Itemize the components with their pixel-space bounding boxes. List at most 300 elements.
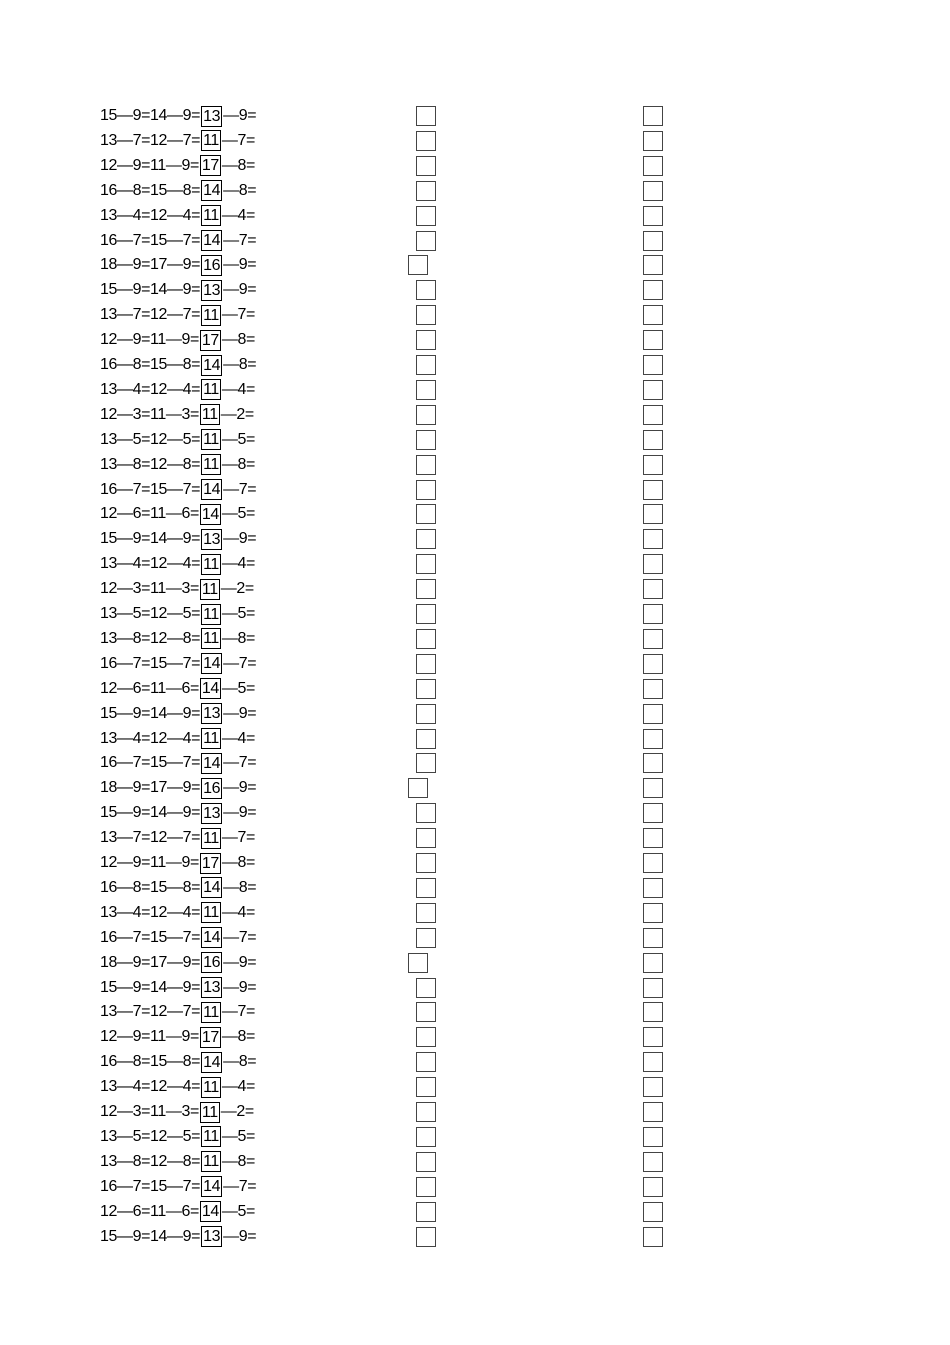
answer-box[interactable] [416,405,436,425]
problem-row [0,278,950,303]
problem-row [0,353,950,378]
answer-box[interactable] [408,778,428,798]
equation-suffix: —7= [221,131,255,149]
equation-suffix: —8= [221,331,255,349]
equation-prefix: 13—5=12—5= [100,605,201,622]
boxed-number: 11 [203,1003,219,1021]
equation [100,652,256,676]
answer-box[interactable] [416,1052,436,1072]
equation-prefix: 13—4=12—4= [100,729,201,747]
problem-row [0,428,950,453]
equation-prefix: 16—7=15—7= [100,754,201,772]
equation-prefix: 13—4=12—4= [100,555,201,573]
equation-prefix: 13—7=12—7= [100,1003,201,1021]
answer-box[interactable] [643,953,663,973]
equation-suffix: —4= [221,729,255,747]
problem-row [0,652,950,677]
boxed-number: 11 [203,381,219,399]
boxed-number: 11 [203,730,219,747]
answer-box[interactable] [416,305,436,325]
answer-box[interactable] [416,206,436,226]
answer-box[interactable] [643,704,663,724]
answer-box[interactable] [643,554,663,574]
boxed-number: 14 [203,929,221,947]
equation-suffix: —2= [220,580,254,598]
problem-row [0,552,950,577]
equation-prefix: 18—9=17—9= [100,256,201,274]
answer-box[interactable] [416,853,436,873]
equation-prefix: 16—7=15—7= [100,928,201,946]
boxed-number: 16 [203,779,221,797]
equation-suffix: —4= [221,555,255,573]
answer-box[interactable] [643,504,663,524]
problem-row [0,104,950,129]
answer-box[interactable] [643,1227,663,1247]
equation [100,1175,256,1199]
answer-box[interactable] [416,604,436,624]
boxed-number: 13 [203,705,221,723]
equation-suffix: —7= [223,928,257,946]
answer-box[interactable] [643,355,663,375]
problem-row [0,602,950,627]
equation-suffix: —5= [221,505,255,523]
answer-box[interactable] [416,1152,436,1172]
equation [100,527,256,551]
answer-box[interactable] [416,1202,436,1222]
equation [100,1125,255,1149]
boxed-number: 11 [203,431,219,449]
problem-row [0,926,950,951]
answer-box[interactable] [643,181,663,201]
equation [100,229,256,253]
boxed-number: 16 [203,256,221,274]
equation-suffix: —8= [223,878,257,896]
problem-row [0,1025,950,1050]
equation-prefix: 18—9=17—9= [100,779,201,797]
boxed-number: 14 [203,1053,221,1071]
equation [100,851,255,875]
equation [100,1025,255,1049]
answer-box[interactable] [416,928,436,948]
equation [100,154,255,178]
equation-prefix: 16—7=15—7= [100,1177,201,1195]
equation-prefix: 18—9=17—9= [100,953,201,971]
problem-row [0,851,950,876]
answer-box[interactable] [643,654,663,674]
equation-prefix: 16—8=15—8= [100,181,201,199]
answer-box[interactable] [416,106,436,126]
answer-box[interactable] [416,554,436,574]
equation-suffix: —2= [220,1103,254,1120]
boxed-number: 14 [203,754,221,772]
answer-box[interactable] [416,1227,436,1247]
problem-row [0,378,950,403]
equation-suffix: —9= [223,804,257,822]
boxed-number: 17 [201,331,219,349]
equation [100,303,255,327]
answer-box[interactable] [416,380,436,400]
answer-box[interactable] [416,156,436,176]
equation-prefix: 15—9=14—9= [100,978,201,996]
equation-suffix: —7= [223,754,257,772]
problem-row [0,801,950,826]
answer-box[interactable] [416,1177,436,1197]
equation-suffix: —4= [221,206,255,224]
answer-box[interactable] [416,1002,436,1022]
equation [100,1000,255,1024]
boxed-number: 11 [201,580,218,598]
equation-prefix: 13—8=12—8= [100,629,201,647]
boxed-number: 11 [203,132,219,150]
answer-box[interactable] [643,803,663,823]
equation-prefix: 13—4=12—4= [100,1078,201,1096]
equation [100,577,254,601]
equation-prefix: 15—9=14—9= [100,1227,201,1245]
equation-suffix: —7= [221,829,255,847]
answer-box[interactable] [643,380,663,400]
equation-suffix: —8= [221,629,255,647]
equation-prefix: 13—8=12—8= [100,455,201,473]
answer-box[interactable] [643,1002,663,1022]
answer-box[interactable] [643,405,663,425]
answer-box[interactable] [416,978,436,998]
equation-prefix: 16—7=15—7= [100,231,201,249]
answer-box[interactable] [643,579,663,599]
equation-prefix: 16—7=15—7= [100,480,201,498]
problem-row [0,876,950,901]
answer-box[interactable] [643,455,663,475]
equation-suffix: —8= [221,156,255,174]
answer-box[interactable] [643,1102,663,1122]
equation-suffix: —5= [221,605,255,622]
problem-row [0,1175,950,1200]
equation [100,876,256,900]
equation [100,776,256,800]
equation-suffix: —7= [223,480,257,498]
answer-box[interactable] [643,903,663,923]
answer-box[interactable] [416,330,436,350]
boxed-number: 11 [203,1153,219,1171]
answer-box[interactable] [643,330,663,350]
answer-box[interactable] [643,928,663,948]
boxed-number: 13 [203,530,221,548]
answer-box[interactable] [416,1102,436,1122]
equation-prefix: 13—7=12—7= [100,131,201,149]
answer-box[interactable] [416,629,436,649]
boxed-number: 11 [203,829,219,847]
answer-box[interactable] [643,156,663,176]
equation [100,727,255,751]
answer-box[interactable] [643,978,663,998]
problem-row [0,303,950,328]
equation [100,104,256,128]
equation [100,602,255,626]
equation [100,129,255,153]
equation [100,378,255,402]
boxed-number: 13 [203,107,221,125]
answer-box[interactable] [643,1077,663,1097]
boxed-number: 14 [203,1178,221,1196]
boxed-number: 13 [203,281,221,299]
boxed-number: 14 [203,356,221,374]
equation-suffix: —9= [223,281,257,299]
problem-row [0,1125,950,1150]
problem-row [0,1075,950,1100]
answer-box[interactable] [416,704,436,724]
problem-row [0,901,950,926]
equation-prefix: 12—3=11—3= [100,405,199,423]
equation-prefix: 13—4=12—4= [100,903,201,921]
boxed-number: 13 [203,1228,221,1245]
answer-box[interactable] [643,753,663,773]
answer-box[interactable] [643,131,663,151]
answer-box[interactable] [416,181,436,201]
answer-box[interactable] [643,679,663,699]
boxed-number: 14 [201,1203,219,1221]
problem-row [0,229,950,254]
problem-row [0,502,950,527]
equation [100,826,255,850]
answer-box[interactable] [643,529,663,549]
answer-box[interactable] [643,1177,663,1197]
boxed-number: 13 [203,804,221,822]
answer-box[interactable] [643,629,663,649]
equation [100,478,256,502]
equation-suffix: —8= [221,455,255,473]
equation [100,1100,254,1124]
equation-suffix: —2= [220,405,254,423]
equation-prefix: 12—3=11—3= [100,1103,199,1120]
boxed-number: 14 [201,505,219,523]
boxed-number: 11 [203,207,219,225]
equation [100,179,256,203]
boxed-number: 11 [203,456,219,474]
equation [100,552,255,576]
answer-box[interactable] [416,654,436,674]
answer-box[interactable] [416,903,436,923]
answer-box[interactable] [643,280,663,300]
answer-box[interactable] [416,878,436,898]
equation-prefix: 12—3=11—3= [100,580,199,598]
equation-suffix: —8= [221,1152,255,1170]
problem-row [0,627,950,652]
answer-box[interactable] [643,828,663,848]
equation-prefix: 13—4=12—4= [100,380,201,398]
boxed-number: 11 [203,904,219,922]
answer-box[interactable] [643,480,663,500]
equation [100,901,255,925]
boxed-number: 11 [203,1128,219,1146]
equation [100,801,256,825]
equation-suffix: —5= [221,1202,255,1220]
problem-row [0,527,950,552]
answer-box[interactable] [416,1027,436,1047]
equation [100,1150,255,1174]
problem-row [0,1200,950,1225]
equation [100,353,256,377]
boxed-number: 14 [203,879,221,897]
answer-box[interactable] [416,753,436,773]
equation-suffix: —9= [223,953,257,971]
answer-box[interactable] [416,828,436,848]
equation [100,1200,255,1224]
equation-prefix: 13—7=12—7= [100,306,201,324]
equation-suffix: —9= [223,779,257,797]
boxed-number: 11 [203,306,219,324]
problem-row [0,751,950,776]
problem-row [0,1100,950,1125]
equation-prefix: 16—7=15—7= [100,654,201,672]
answer-box[interactable] [643,853,663,873]
answer-box[interactable] [416,729,436,749]
equation [100,278,256,302]
problem-row [0,253,950,278]
equation-prefix: 12—6=11—6= [100,679,199,697]
answer-box[interactable] [416,131,436,151]
problem-row [0,826,950,851]
answer-box[interactable] [408,255,428,275]
answer-box[interactable] [416,231,436,251]
equation-prefix: 16—8=15—8= [100,1053,201,1071]
equation-prefix: 13—7=12—7= [100,829,201,847]
equation-suffix: —5= [221,679,255,697]
equation [100,502,255,526]
answer-box[interactable] [416,1077,436,1097]
equation-suffix: —8= [223,356,257,373]
answer-box[interactable] [643,305,663,325]
boxed-number: 11 [201,1103,218,1121]
problem-row [0,154,950,179]
equation-suffix: —9= [223,704,257,722]
equation-prefix: 15—9=14—9= [100,281,201,299]
answer-box[interactable] [416,430,436,450]
answer-box[interactable] [643,878,663,898]
boxed-number: 11 [203,555,219,573]
equation [100,926,256,950]
answer-box[interactable] [408,953,428,973]
answer-box[interactable] [416,529,436,549]
answer-box[interactable] [643,1052,663,1072]
answer-box[interactable] [643,1152,663,1172]
boxed-number: 14 [201,680,219,698]
equation [100,702,256,726]
answer-box[interactable] [416,579,436,599]
problem-row [0,328,950,353]
answer-box[interactable] [643,1127,663,1147]
problem-row [0,453,950,478]
answer-box[interactable] [643,778,663,798]
equation [100,253,256,277]
answer-box[interactable] [643,206,663,226]
boxed-number: 11 [203,630,219,648]
boxed-number: 17 [201,1028,219,1046]
equation-prefix: 12—6=11—6= [100,1202,199,1220]
answer-box[interactable] [416,280,436,300]
equation-suffix: —8= [223,181,257,199]
answer-box[interactable] [416,355,436,375]
equation-suffix: —7= [223,231,257,249]
equation-suffix: —9= [223,107,257,124]
equation-suffix: —8= [221,854,255,871]
answer-box[interactable] [643,1202,663,1222]
problem-row [0,677,950,702]
equation-prefix: 13—5=12—5= [100,1127,201,1145]
boxed-number: 11 [203,1078,219,1096]
boxed-number: 14 [203,655,221,673]
equation [100,1075,255,1099]
equation-suffix: —7= [221,1003,255,1021]
answer-box[interactable] [643,231,663,251]
equation-suffix: —4= [221,1078,255,1096]
equation-suffix: —5= [221,430,255,448]
equation-prefix: 13—4=12—4= [100,206,201,224]
problem-row [0,1225,950,1250]
problem-row [0,1150,950,1175]
problem-row [0,204,950,229]
equation-prefix: 12—9=11—9= [100,156,199,174]
equation-suffix: —7= [223,1177,257,1195]
problem-row [0,129,950,154]
boxed-number: 11 [203,605,219,623]
problem-row [0,577,950,602]
equation-suffix: —7= [223,654,257,672]
boxed-number: 11 [201,406,218,424]
equation-prefix: 13—8=12—8= [100,1152,201,1170]
problem-row [0,976,950,1001]
equation-suffix: —8= [221,1028,255,1046]
equation-suffix: —7= [221,306,255,324]
answer-box[interactable] [416,1127,436,1147]
equation-suffix: —9= [223,530,257,548]
equation-prefix: 12—9=11—9= [100,1028,199,1046]
equation [100,453,255,477]
equation [100,204,255,228]
problem-row [0,727,950,752]
answer-box[interactable] [416,455,436,475]
equation [100,677,255,701]
answer-box[interactable] [643,430,663,450]
answer-box[interactable] [643,255,663,275]
equation-suffix: —9= [223,256,257,274]
problem-row [0,179,950,204]
equation-prefix: 13—5=12—5= [100,430,201,448]
equation [100,751,256,775]
answer-box[interactable] [416,803,436,823]
equation-prefix: 16—8=15—8= [100,356,201,373]
equation-prefix: 12—9=11—9= [100,331,199,349]
equation-prefix: 15—9=14—9= [100,804,201,822]
answer-box[interactable] [416,504,436,524]
boxed-number: 17 [201,854,219,872]
equation-suffix: —9= [223,1227,257,1245]
equation-suffix: —5= [221,1127,255,1145]
equation-prefix: 12—9=11—9= [100,854,199,871]
problem-row [0,403,950,428]
equation-suffix: —8= [223,1053,257,1071]
equation-prefix: 12—6=11—6= [100,505,199,523]
boxed-number: 13 [203,979,221,996]
answer-box[interactable] [416,480,436,500]
answer-box[interactable] [643,1027,663,1047]
boxed-number: 16 [203,954,221,972]
problem-row [0,1000,950,1025]
answer-box[interactable] [643,106,663,126]
equation [100,627,255,651]
answer-box[interactable] [643,604,663,624]
answer-box[interactable] [416,679,436,699]
equation-prefix: 15—9=14—9= [100,704,201,722]
answer-box[interactable] [643,729,663,749]
